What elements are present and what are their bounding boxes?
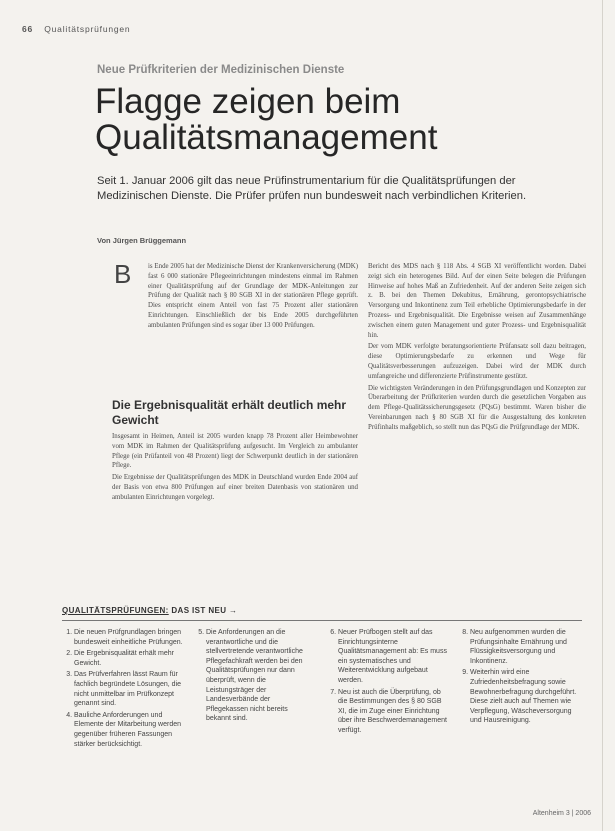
running-header <box>22 24 130 34</box>
infobox-heading-main: QUALITÄTSPRÜFUNGEN: <box>62 606 169 615</box>
body-column-right <box>368 262 586 435</box>
article-author: Von Jürgen Brüggemann <box>97 236 187 245</box>
body-paragraph: Der vom MDK verfolgte beratungsorientierte Prüfansatz soll dazu beitragen, diese Optimierungsbedarfe zu erkennen und Wege für Qualitätsverbesserungen aufzuzeigen. Dabei wird der MDK durch umfangreiche und differenzierte Prüfinstrumente gestützt. <box>368 343 586 380</box>
article-lead: Seit 1. Januar 2006 gilt das neue Prüfinstrumentarium für die Qualitätsprüfungen der Medizinischen Dienste. Die Prüfer prüfen nun bundesweit nach verbindlichen Kriterien. <box>97 175 527 202</box>
body-paragraph: Insgesamt in Heimen, Anteil ist 2005 wurden knapp 78 Prozent aller Heimbewohner vom MDK im Rahmen der Qualitätsprüfung aufgesucht. Im Vergleich zu ambulanter Pflege (ein Prüfanteil von 48 Prozent) liegt der Schwerpunkt deutlich in der stationären Pflege. <box>112 433 358 470</box>
infobox-item: 5. Die Anforderungen an die verantwortliche und die stellvertretende verantwortliche Pflegefachkraft werden bei den Qualitätsprüfungen nur dann überprüft, wenn die Leistungsträger der Landesverbände der Pflegekassen nicht bereits bekannt sind. <box>206 628 314 724</box>
body-paragraph: Die wichtigsten Veränderungen in den Prüfungsgrundlagen und Konzepten zur Überarbeitung der Prüfkriterien wurden durch die gesetzlichen Vorgaben aus dem Pflege-Qualitätssicherungsgesetz (PQsG) bestimmt. Waren bisher die Vereinbarungen nach § 80 SGB XI für die Ausgestaltung des konkreten Prüfinhalts maßgeblich, so stellt nun das PQsG die Prüfgrundlage der MDK. <box>368 384 586 431</box>
article-kicker: Neue Prüfkriterien der Medizinischen Dienste <box>97 64 345 76</box>
infobox-column-4 <box>458 628 580 728</box>
infobox-item: 9. Weiterhin wird eine Zufriedenheitsbefragung sowie Bewohnerbefragung durchgeführt. Diese zielt auch auf Themen wie Verpflegung, Wäscheversorgung und Hausreinigung. <box>470 668 580 726</box>
infobox-column-2 <box>194 628 314 726</box>
infobox-column-1 <box>62 628 184 751</box>
infobox-rule <box>62 620 582 621</box>
infobox-column-3 <box>326 628 448 738</box>
infobox-item: 2. Die Ergebnisqualität erhält mehr Gewicht. <box>74 649 184 668</box>
body-paragraph: Die Ergebnisse der Qualitätsprüfungen des MDK in Deutschland wurden Ende 2004 auf der Basis von etwa 800 Prüfungen auf einer breiten Datenbasis von stationären und ambulanten Einrichtungen vorgelegt. <box>112 474 358 501</box>
section-name: Qualitätsprüfungen <box>44 24 131 34</box>
body-paragraph <box>114 259 358 331</box>
body-column-left-top <box>114 259 358 333</box>
infobox-item: 6. Neuer Prüfbogen stellt auf das Einrichtungsinterne Qualitätsmanagement ab: Es muss ein systematisches und Weiterentwicklung aufgebaut werden. <box>338 628 448 686</box>
body-paragraph: Bericht des MDS nach § 118 Abs. 4 SGB XI veröffentlicht worden. Dabei zeigt sich ein heterogenes Bild. Auf der einen Seite belegen die Prüfungen Hinweise auf hohes Maß an Zufriedenheit. Auf der anderen Seite zeigen sich z. B. bei den Themen Dekubitus, Ernährung, gerontopsychiatrische Versorgung und Inkontinenz zum Teil erhebliche Optimierungsbedarfe in der Prozess- und Ergebnisqualität. Die Ergebnisse weisen auf Zusammenhänge zwischen einem guten Management und guter Prozess- und Ergebnisqualität hin. <box>368 263 586 339</box>
infobox-item: 7. Neu ist auch die Überprüfung, ob die Bestimmungen des § 80 SGB XI, die im Zuge einer Einrichtung über ihre Beschwerdemanagement verfügt. <box>338 688 448 736</box>
page-edge-line <box>602 0 603 831</box>
infobox-heading-sub: DAS IST NEU → <box>171 606 238 615</box>
infobox-item: 8. Neu aufgenommen wurden die Prüfungsinhalte Ernährung und Flüssigkeitsversorgung und Inkontinenz. <box>470 628 580 666</box>
article-title: Flagge zeigen beim Qualitätsmanagement <box>95 82 438 157</box>
infobox-heading <box>62 606 237 615</box>
infobox-item: 3. Das Prüfverfahren lässt Raum für fachlich begründete Lösungen, die nicht unmittelbar im Prüfkonzept genannt sind. <box>74 670 184 708</box>
page-number: 66 <box>22 24 34 34</box>
article-subheading: Die Ergebnisqualität erhält deutlich mehr Gewicht <box>112 398 347 427</box>
body-column-left-bottom <box>112 432 358 505</box>
infobox-item: 1. Die neuen Prüfgrundlagen bringen bundesweit einheitliche Prüfungen. <box>74 628 184 647</box>
page-footer: Altenheim 3 | 2006 <box>532 810 591 817</box>
paragraph-text: is Ende 2005 hat der Medizinische Dienst der Krankenversicherung (MDK) fast 6 000 stationäre Pflegeeinrichtungen mindestens einmal im Rahmen einer Qualitätsprüfung auf der Grundlage der MDK-Anleitungen zur Prüfung der Qualität nach § 80 SGB XI in der stationären Pflege geprüft. Dies entspricht einem Anteil von fast 75 Prozent aller stationären Einrichtungen. Einschließlich der bis Ende 2005 durchgeführten ambulanten Prüfungen sind es sogar über 13 000 Prüfungen. <box>148 263 358 329</box>
drop-cap: B <box>114 259 132 289</box>
infobox-item: 4. Bauliche Anforderungen und Elemente der Mitarbeitung werden gegenüber früheren Fassungen stärker berücksichtigt. <box>74 711 184 749</box>
